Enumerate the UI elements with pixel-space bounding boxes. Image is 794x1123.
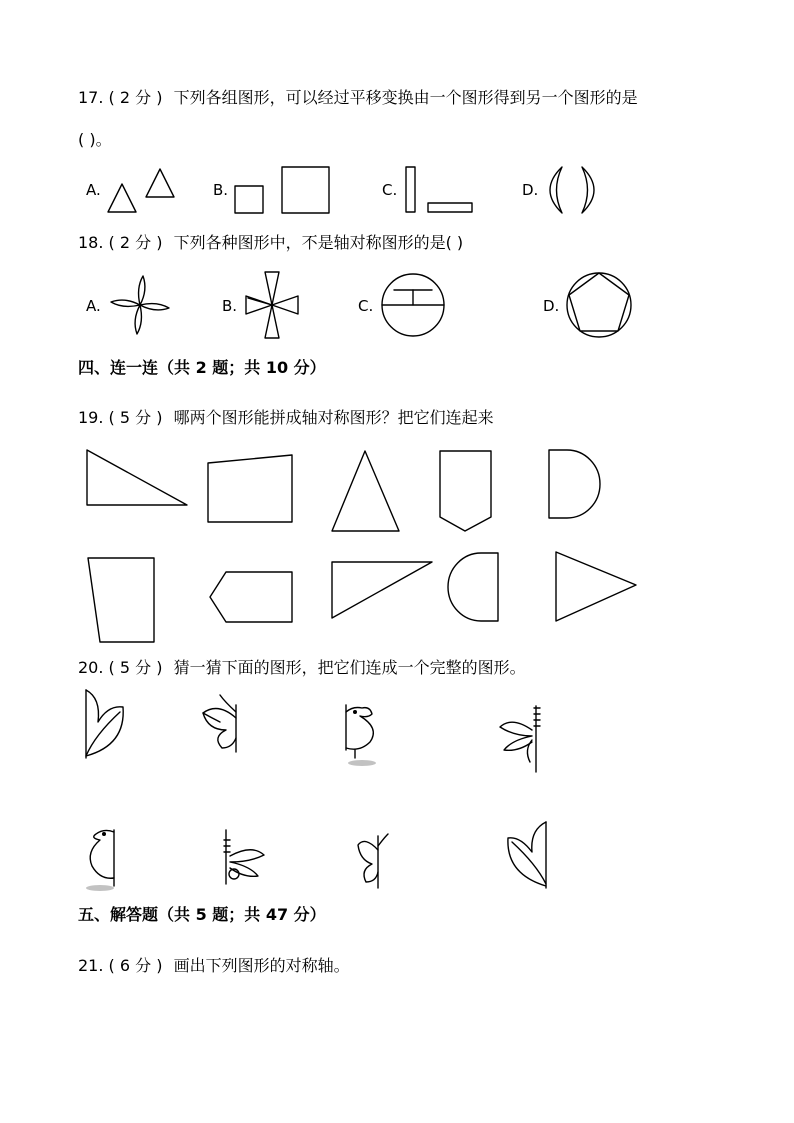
q17-option-b-label: B. — [213, 181, 229, 199]
q18-option-a-label: A. — [86, 297, 101, 315]
q17-option-d-label: D. — [522, 181, 539, 199]
q18-score: ( 2 分 ) — [108, 233, 163, 252]
q18-stem: 下列各种图形中，不是轴对称图形的是( ) — [173, 233, 464, 252]
section-5-title: 五、解答题（共 5 题；共 47 分） — [78, 905, 326, 924]
half-dragonfly-icon — [500, 706, 540, 772]
q20-stem: 猜一猜下面的图形，把它们连成一个完整的图形。 — [173, 658, 526, 677]
section-4-title: 四、连一连（共 2 题；共 10 分） — [78, 358, 326, 377]
q21-line — [78, 956, 350, 976]
q18-option-d-label: D. — [543, 297, 560, 315]
q17-score: ( 2 分 ) — [108, 88, 163, 107]
half-leaf-icon-2 — [508, 822, 546, 888]
q21-score: ( 6 分 ) — [108, 956, 163, 975]
half-butterfly-icon-2 — [358, 834, 388, 888]
q17-option-a-label: A. — [86, 181, 101, 199]
q17-option-c-label: C. — [382, 181, 398, 199]
half-bird-icon-2 — [86, 830, 114, 891]
q19-score: ( 5 分 ) — [108, 408, 163, 427]
q18-number: 18. — [78, 233, 104, 252]
q18-option-c-label: C. — [358, 297, 374, 315]
q18-option-b-label: B. — [222, 297, 238, 315]
half-dragonfly-icon-2 — [224, 830, 264, 884]
q17-blank: ( )。 — [78, 130, 112, 149]
q19-number: 19. — [78, 408, 104, 427]
half-bird-icon — [346, 705, 376, 766]
half-leaf-icon — [86, 690, 123, 758]
q21-number: 21. — [78, 956, 104, 975]
half-butterfly-icon — [203, 695, 236, 752]
q19-stem: 哪两个图形能拼成轴对称图形？把它们连起来 — [173, 408, 494, 427]
q20-number: 20. — [78, 658, 104, 677]
q21-stem: 画出下列图形的对称轴。 — [173, 956, 350, 975]
q17-number: 17. — [78, 88, 104, 107]
q17-stem: 下列各组图形，可以经过平移变换由一个图形得到另一个图形的是 — [173, 88, 638, 107]
q20-score: ( 5 分 ) — [108, 658, 163, 677]
